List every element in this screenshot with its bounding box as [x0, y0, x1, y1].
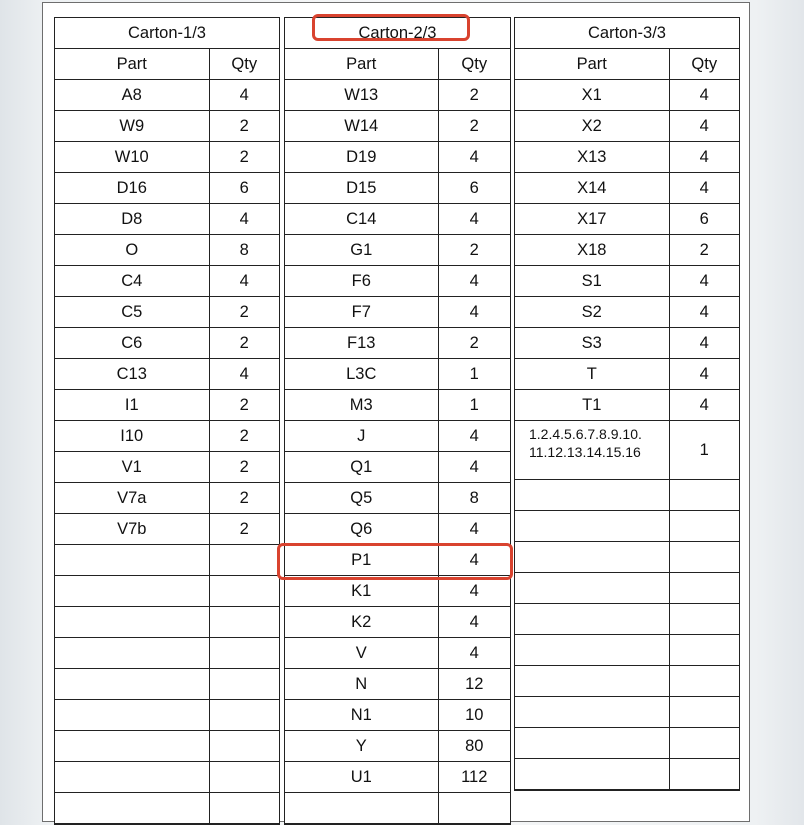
part-cell: Q6: [285, 514, 438, 545]
table-row: [515, 604, 739, 635]
qty-cell: [209, 576, 279, 607]
table-row: [285, 235, 510, 266]
table-row: [285, 328, 510, 359]
table-row: [285, 266, 510, 297]
qty-cell: 2: [209, 421, 279, 452]
carton-title: Carton-1/3: [55, 18, 279, 49]
qty-cell: 4: [438, 576, 510, 607]
table-row: [285, 204, 510, 235]
table-row: [515, 759, 739, 790]
qty-cell: 4: [438, 607, 510, 638]
part-cell: S1: [515, 266, 669, 297]
table-row: [285, 576, 510, 607]
part-cell: U1: [285, 762, 438, 793]
qty-cell: 4: [438, 452, 510, 483]
table-row: [55, 669, 279, 700]
table-row: [55, 328, 279, 359]
table-row: [515, 635, 739, 666]
part-cell: V7b: [55, 514, 209, 545]
table-row: [515, 80, 739, 111]
table-row: [515, 573, 739, 604]
qty-cell: [669, 728, 739, 759]
qty-cell: 80: [438, 731, 510, 762]
table-row: [285, 762, 510, 793]
qty-cell: [209, 545, 279, 576]
part-cell: [55, 607, 209, 638]
qty-cell: 4: [669, 111, 739, 142]
qty-cell: [669, 480, 739, 511]
table-row: [55, 111, 279, 142]
qty-cell: 1: [669, 421, 739, 480]
part-cell: L3C: [285, 359, 438, 390]
table-row: [55, 80, 279, 111]
qty-cell: 1: [438, 390, 510, 421]
qty-cell: 4: [669, 80, 739, 111]
part-cell: [515, 480, 669, 511]
qty-cell: [209, 669, 279, 700]
qty-cell: 4: [438, 421, 510, 452]
qty-cell: 4: [438, 545, 510, 576]
table-row: [285, 173, 510, 204]
part-cell: G1: [285, 235, 438, 266]
table-row: [285, 421, 510, 452]
table-row: [285, 669, 510, 700]
part-cell: K2: [285, 607, 438, 638]
part-cell: [55, 700, 209, 731]
qty-cell: [669, 542, 739, 573]
table-row: [285, 638, 510, 669]
part-cell: K1: [285, 576, 438, 607]
part-cell: D16: [55, 173, 209, 204]
part-cell: X18: [515, 235, 669, 266]
qty-cell: 4: [209, 266, 279, 297]
part-cell: J: [285, 421, 438, 452]
part-cell: F13: [285, 328, 438, 359]
table-row: [55, 204, 279, 235]
qty-cell: 2: [209, 142, 279, 173]
qty-cell: 2: [209, 328, 279, 359]
part-cell: [515, 573, 669, 604]
part-cell: [515, 666, 669, 697]
qty-cell: 2: [209, 514, 279, 545]
qty-cell: 4: [209, 80, 279, 111]
table-row: [55, 483, 279, 514]
table-row: [55, 173, 279, 204]
table-row: [55, 390, 279, 421]
table-row: [515, 204, 739, 235]
table-row: [285, 700, 510, 731]
part-cell: [515, 542, 669, 573]
table-row: [55, 452, 279, 483]
part-cell: T1: [515, 390, 669, 421]
table-row: [515, 542, 739, 573]
table-row: [55, 762, 279, 793]
qty-cell: 2: [209, 452, 279, 483]
table-row: [55, 235, 279, 266]
part-cell: Y: [285, 731, 438, 762]
table-row: [515, 111, 739, 142]
part-cell: [55, 576, 209, 607]
qty-cell: 6: [669, 204, 739, 235]
qty-cell: [209, 762, 279, 793]
part-cell: V: [285, 638, 438, 669]
part-cell: V7a: [55, 483, 209, 514]
part-cell: [55, 762, 209, 793]
part-cell: [515, 759, 669, 790]
part-header: Part: [55, 49, 209, 80]
part-cell: A8: [55, 80, 209, 111]
part-cell: O: [55, 235, 209, 266]
table-row: [285, 111, 510, 142]
part-cell: C6: [55, 328, 209, 359]
part-cell: [285, 793, 438, 824]
part-cell: W10: [55, 142, 209, 173]
qty-cell: 4: [669, 359, 739, 390]
qty-cell: [209, 731, 279, 762]
part-cell: C4: [55, 266, 209, 297]
table-row: [55, 297, 279, 328]
qty-cell: [669, 697, 739, 728]
qty-cell: [438, 793, 510, 824]
qty-cell: [669, 759, 739, 790]
qty-cell: 2: [438, 328, 510, 359]
qty-cell: 2: [209, 297, 279, 328]
part-cell: Q1: [285, 452, 438, 483]
packing-list-sheet: [42, 2, 750, 822]
table-row: [285, 731, 510, 762]
qty-cell: 4: [209, 204, 279, 235]
qty-cell: 4: [438, 514, 510, 545]
part-cell: P1: [285, 545, 438, 576]
part-cell: [55, 545, 209, 576]
carton-2-table: [284, 17, 511, 825]
part-cell: [55, 793, 209, 824]
table-row: [515, 666, 739, 697]
part-cell: Q5: [285, 483, 438, 514]
part-cell: W13: [285, 80, 438, 111]
part-cell: X2: [515, 111, 669, 142]
part-cell: N1: [285, 700, 438, 731]
qty-cell: 4: [669, 297, 739, 328]
qty-cell: [669, 511, 739, 542]
qty-cell: 4: [669, 390, 739, 421]
qty-cell: 112: [438, 762, 510, 793]
qty-cell: 6: [438, 173, 510, 204]
part-cell: X1: [515, 80, 669, 111]
qty-cell: [209, 700, 279, 731]
part-cell: S3: [515, 328, 669, 359]
table-row: [285, 607, 510, 638]
table-row: [285, 514, 510, 545]
part-cell: [515, 728, 669, 759]
part-cell: F6: [285, 266, 438, 297]
part-cell: [515, 697, 669, 728]
qty-cell: [669, 635, 739, 666]
part-cell: X17: [515, 204, 669, 235]
qty-cell: 4: [209, 359, 279, 390]
table-row: [515, 359, 739, 390]
qty-cell: 2: [438, 111, 510, 142]
part-cell: [55, 731, 209, 762]
part-header: Part: [285, 49, 438, 80]
qty-cell: 4: [438, 266, 510, 297]
qty-cell: 12: [438, 669, 510, 700]
table-row: [285, 359, 510, 390]
carton-3-table: [514, 17, 740, 791]
part-cell: C5: [55, 297, 209, 328]
table-row: [285, 452, 510, 483]
qty-header: Qty: [669, 49, 739, 80]
table-row: [515, 328, 739, 359]
part-cell: [55, 669, 209, 700]
part-cell: [515, 604, 669, 635]
table-row: [55, 731, 279, 762]
qty-cell: 4: [669, 266, 739, 297]
qty-cell: 10: [438, 700, 510, 731]
table-row: [55, 421, 279, 452]
part-cell: S2: [515, 297, 669, 328]
part-cell: [515, 635, 669, 666]
part-cell: [55, 638, 209, 669]
table-row: [55, 700, 279, 731]
part-header: Part: [515, 49, 669, 80]
qty-cell: [209, 793, 279, 824]
table-row: [285, 297, 510, 328]
table-row: [55, 266, 279, 297]
table-row: [55, 359, 279, 390]
carton-title: Carton-3/3: [515, 18, 739, 49]
table-row: [515, 421, 739, 480]
part-cell: M3: [285, 390, 438, 421]
table-row: [515, 480, 739, 511]
table-row: [285, 545, 510, 576]
qty-cell: 4: [438, 297, 510, 328]
qty-cell: 4: [438, 204, 510, 235]
qty-cell: [669, 573, 739, 604]
part-cell: V1: [55, 452, 209, 483]
table-row: [285, 390, 510, 421]
qty-cell: 4: [438, 638, 510, 669]
table-row: [285, 483, 510, 514]
qty-cell: 4: [669, 173, 739, 204]
part-cell: T: [515, 359, 669, 390]
part-cell: W14: [285, 111, 438, 142]
table-row: [515, 173, 739, 204]
table-row: [515, 728, 739, 759]
part-cell: I10: [55, 421, 209, 452]
qty-cell: [209, 638, 279, 669]
table-row: [285, 80, 510, 111]
part-cell: X13: [515, 142, 669, 173]
table-row: [55, 514, 279, 545]
table-row: [515, 511, 739, 542]
qty-cell: 6: [209, 173, 279, 204]
part-cell: C13: [55, 359, 209, 390]
qty-cell: 2: [209, 483, 279, 514]
qty-cell: 4: [438, 142, 510, 173]
qty-cell: 4: [669, 142, 739, 173]
qty-cell: 4: [669, 328, 739, 359]
table-row: [55, 576, 279, 607]
table-row: [55, 545, 279, 576]
table-row: [55, 793, 279, 824]
table-row: [55, 142, 279, 173]
qty-cell: 2: [438, 235, 510, 266]
qty-cell: 8: [209, 235, 279, 266]
part-cell: D15: [285, 173, 438, 204]
qty-cell: 8: [438, 483, 510, 514]
qty-cell: 2: [209, 390, 279, 421]
part-cell: [515, 511, 669, 542]
part-cell: W9: [55, 111, 209, 142]
qty-cell: 1: [438, 359, 510, 390]
part-cell: D8: [55, 204, 209, 235]
table-row: [285, 142, 510, 173]
table-row: [55, 638, 279, 669]
table-row: [515, 266, 739, 297]
part-cell: F7: [285, 297, 438, 328]
qty-cell: 2: [209, 111, 279, 142]
qty-cell: [669, 604, 739, 635]
qty-cell: [669, 666, 739, 697]
table-row: [55, 607, 279, 638]
part-cell: C14: [285, 204, 438, 235]
table-row: [515, 142, 739, 173]
qty-cell: 2: [669, 235, 739, 266]
table-row: [515, 297, 739, 328]
table-row: [515, 390, 739, 421]
table-row: [515, 235, 739, 266]
carton-1-table: [54, 17, 280, 825]
part-cell: D19: [285, 142, 438, 173]
part-cell: N: [285, 669, 438, 700]
carton-title: Carton-2/3: [285, 18, 510, 49]
part-cell: I1: [55, 390, 209, 421]
table-row: [515, 697, 739, 728]
qty-header: Qty: [438, 49, 510, 80]
qty-header: Qty: [209, 49, 279, 80]
table-row: [285, 793, 510, 824]
part-cell: 1.2.4.5.6.7.8.9.10. 11.12.13.14.15.16: [515, 421, 669, 480]
part-cell: X14: [515, 173, 669, 204]
qty-cell: [209, 607, 279, 638]
qty-cell: 2: [438, 80, 510, 111]
